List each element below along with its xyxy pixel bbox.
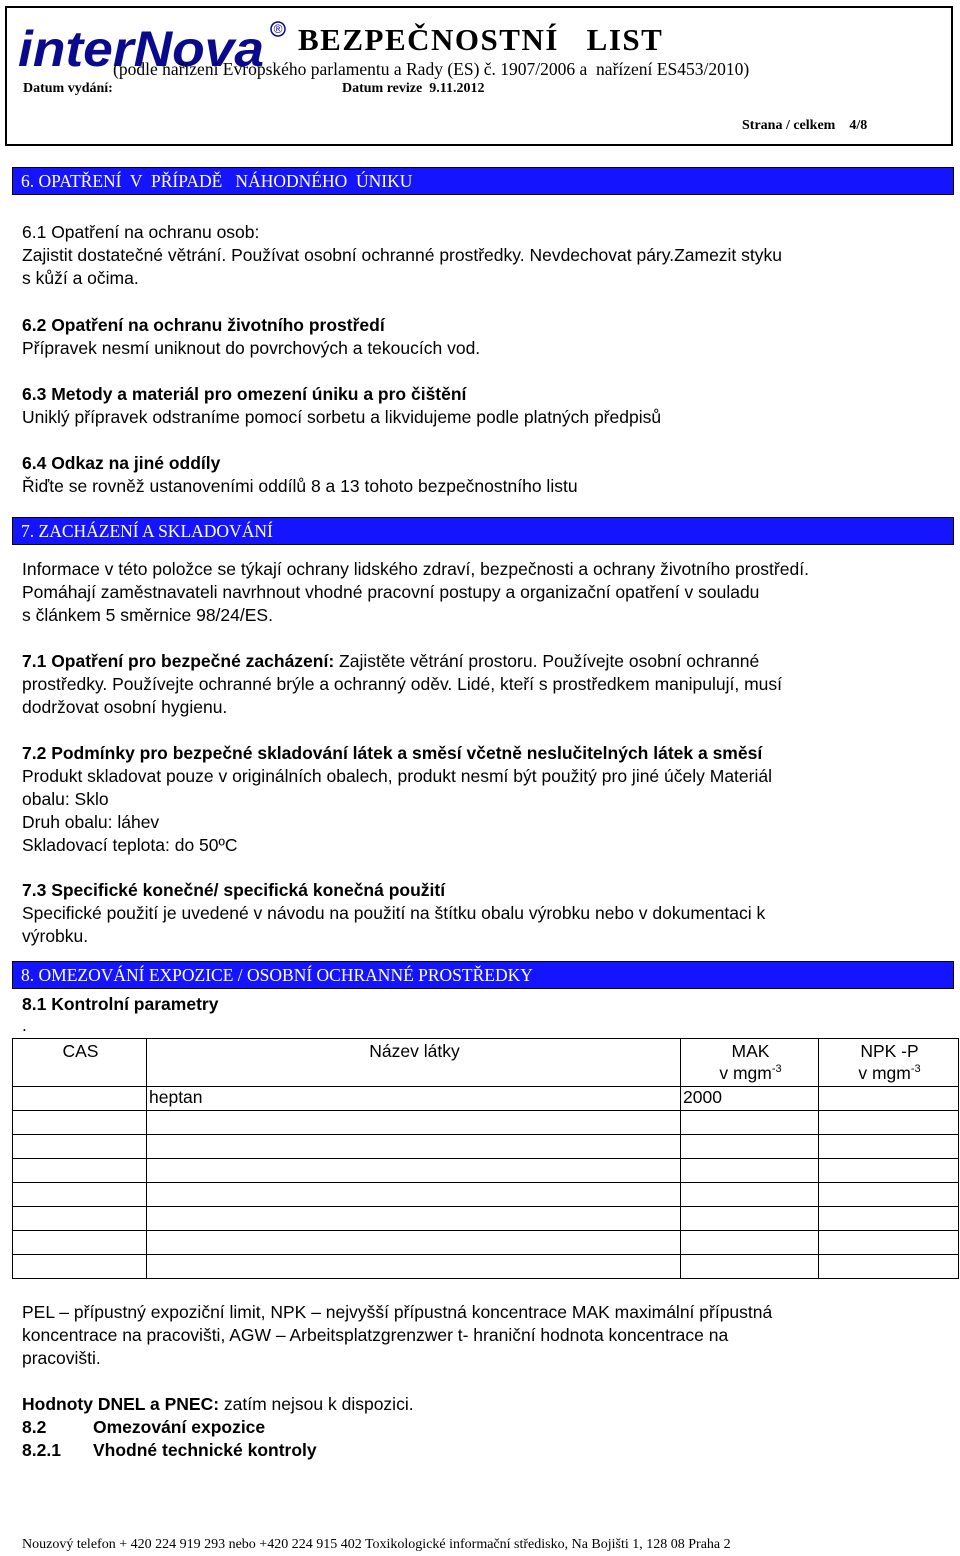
s821-number: 8.2.1: [22, 1440, 61, 1460]
dnel-text: zatím nejsou k dispozici.: [219, 1394, 414, 1414]
col-header-npk: NPK -P v mgm$^{-3}$: [819, 1039, 959, 1087]
s64-title: 6.4 Odkaz na jiné oddíly: [22, 453, 221, 473]
s82-heading: [22, 1416, 265, 1439]
table-row: [13, 1087, 959, 1111]
s71-line2: prostředky. Používejte ochranné brýle a ochranný oděv. Lidé, kteří s prostředkem manipulují, musí: [22, 674, 783, 694]
s61-line1: Zajistit dostatečné větrání. Používat osobní ochranné prostředky. Nevdechovat páry.Zamezit styku: [22, 245, 783, 265]
table-cell: [147, 1111, 681, 1135]
table-cell: [681, 1183, 819, 1207]
s81-dot: .: [22, 1015, 27, 1035]
revision-date: Datum revize 9.11.2012: [342, 81, 485, 96]
table-row: [13, 1207, 959, 1231]
s73-line2: výrobku.: [22, 926, 89, 946]
table-cell: [147, 1231, 681, 1255]
s7-intro-line3: s článkem 5 směrnice 98/24/ES.: [22, 605, 273, 625]
table-cell: [819, 1111, 959, 1135]
dnel-label: Hodnoty DNEL a PNEC:: [22, 1394, 220, 1414]
table-cell: 2000: [681, 1087, 819, 1111]
table-cell: [147, 1159, 681, 1183]
table-cell: [13, 1231, 147, 1255]
table-row: [13, 1111, 959, 1135]
s72-line2: obalu: Sklo: [22, 789, 109, 809]
s71-text: Zajistěte větrání prostoru. Používejte osobní ochranné: [334, 651, 760, 671]
s72-line3: Druh obalu: láhev: [22, 812, 160, 832]
table-cell: [681, 1159, 819, 1183]
table-cell: [147, 1207, 681, 1231]
table-cell: [13, 1135, 147, 1159]
col-header-mak: MAK v mgm$^{-3}$: [681, 1039, 819, 1087]
s821-title: Vhodné technické kontroly: [93, 1440, 317, 1460]
s82-number: 8.2: [22, 1417, 47, 1437]
table-cell: [819, 1135, 959, 1159]
table-cell: heptan: [147, 1087, 681, 1111]
table-cell: [13, 1207, 147, 1231]
s61-line2: s kůží a očima.: [22, 268, 139, 288]
s73-title: 7.3 Specifické konečné/ specifická konečná použití: [22, 880, 446, 900]
s71-line3: dodržovat osobní hygienu.: [22, 697, 228, 717]
table-cell: [681, 1135, 819, 1159]
table-cell: [13, 1159, 147, 1183]
s81-title: 8.1 Kontrolní parametry: [22, 994, 219, 1014]
section-6-heading: 6. OPATŘENÍ V PŘÍPADĚ NÁHODNÉHO ÚNIKU: [12, 167, 954, 195]
page-number: Strana / celkem 4/8: [742, 118, 868, 133]
table-cell: [681, 1255, 819, 1279]
table-cell: [13, 1111, 147, 1135]
table-cell: [147, 1255, 681, 1279]
s64-text: Řiďte se rovněž ustanoveními oddílů 8 a 13 tohoto bezpečnostního listu: [22, 476, 578, 496]
table-row: [13, 1135, 959, 1159]
table-cell: [819, 1255, 959, 1279]
s72-title: 7.2 Podmínky pro bezpečné skladování látek a směsí včetně neslučitelných látek a směsí: [22, 743, 763, 763]
document-title: BEZPEČNOSTNÍ LIST: [298, 22, 664, 57]
table-cell: [819, 1087, 959, 1111]
exposure-limits-table: [12, 1038, 959, 1279]
table-cell: [13, 1087, 147, 1111]
s82-title: Omezování expozice: [93, 1417, 266, 1437]
s63-title: 6.3 Metody a materiál pro omezení úniku a pro čištění: [22, 384, 467, 404]
table-cell: [681, 1231, 819, 1255]
issue-date-label: Datum vydání:: [23, 81, 113, 96]
s62-title: 6.2 Opatření na ochranu životního prostředí: [22, 315, 385, 335]
table-row: [13, 1183, 959, 1207]
legend-line2: koncentrace na pracovišti, AGW – Arbeitsplatzgrenzwer t- hraniční hodnota koncentrace na: [22, 1325, 729, 1345]
table-cell: [819, 1207, 959, 1231]
col-header-name: Název látky: [147, 1039, 681, 1087]
table-cell: [681, 1111, 819, 1135]
s821-heading: [22, 1439, 317, 1462]
table-row: [13, 1255, 959, 1279]
section-7-heading: 7. ZACHÁZENÍ A SKLADOVÁNÍ: [12, 517, 954, 545]
table-cell: [819, 1159, 959, 1183]
legend-line3: pracovišti.: [22, 1348, 101, 1368]
table-cell: [13, 1255, 147, 1279]
s7-intro-line2: Pomáhají zaměstnavateli navrhnout vhodné pracovní postupy a organizační opatření v souladu: [22, 582, 760, 602]
section-8-heading: 8. OMEZOVÁNÍ EXPOZICE / OSOBNÍ OCHRANNÉ PROSTŘEDKY: [12, 961, 954, 989]
s62-text: Přípravek nesmí uniknout do povrchových a tekoucích vod.: [22, 338, 481, 358]
s73-line1: Specifické použití je uvedené v návodu na použití na štítku obalu výrobku nebo v dokumentaci k: [22, 903, 766, 923]
table-cell: [147, 1183, 681, 1207]
logo-wordmark: interNova: [18, 21, 264, 72]
s71-line1: [22, 650, 759, 673]
legend-line1: PEL – přípustný expoziční limit, NPK – nejvyšší přípustná koncentrace MAK maximální přípustná: [22, 1302, 773, 1322]
dnel-line: [22, 1393, 414, 1416]
table-row: [13, 1159, 959, 1183]
s72-line1: Produkt skladovat pouze v originálních obalech, produkt nesmí být použitý pro jiné účely Materiál: [22, 766, 772, 786]
svg-text:®: ®: [273, 22, 283, 37]
table-cell: [819, 1183, 959, 1207]
s63-text: Uniklý přípravek odstraníme pomocí sorbetu a likvidujeme podle platných předpisů: [22, 407, 662, 427]
s71-title: 7.1 Opatření pro bezpečné zacházení:: [22, 651, 335, 671]
table-cell: [13, 1183, 147, 1207]
table-cell: [681, 1207, 819, 1231]
col-header-cas: CAS: [13, 1039, 147, 1087]
table-cell: [147, 1135, 681, 1159]
s7-intro-line1: Informace v této položce se týkají ochrany lidského zdraví, bezpečnosti a ochrany životního prostředí.: [22, 559, 809, 579]
emergency-phone-footer: Nouzový telefon + 420 224 919 293 nebo +420 224 915 402 Toxikologické informační středisko, Na Bojišti 1, 128 08 Praha 2: [22, 1537, 731, 1552]
s61-title: 6.1 Opatření na ochranu osob:: [22, 222, 260, 242]
table-cell: [819, 1231, 959, 1255]
s72-line4: Skladovací teplota: do 50ºC: [22, 835, 238, 855]
regulation-subtitle: (podle nařízení Evropského parlamentu a Rady (ES) č. 1907/2006 a nařízení ES453/2010): [113, 59, 750, 79]
table-header-row: [13, 1039, 959, 1087]
table-row: [13, 1231, 959, 1255]
